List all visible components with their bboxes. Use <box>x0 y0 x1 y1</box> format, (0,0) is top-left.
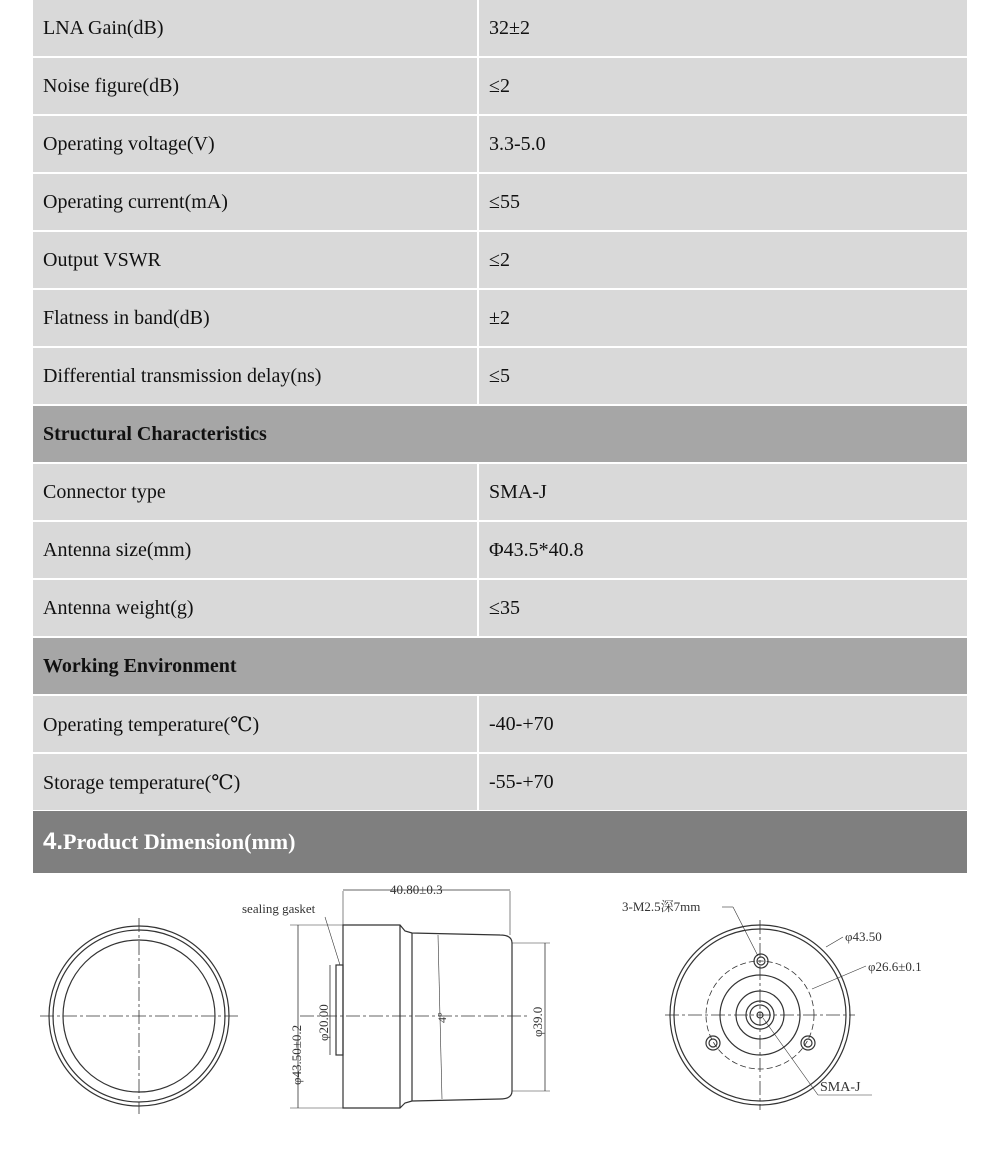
spec-row-operating-current <box>33 174 967 232</box>
spec-label: Antenna size(mm) <box>33 522 479 578</box>
spec-value: ±2 <box>489 306 510 329</box>
side-inner-diameter: φ20.00 <box>316 1004 331 1041</box>
side-label-gasket: sealing gasket <box>242 901 316 916</box>
spec-label: Output VSWR <box>33 232 479 288</box>
side-view <box>290 890 550 1108</box>
spec-value: ≤5 <box>489 364 510 387</box>
spec-row-lna-gain <box>33 0 967 58</box>
spec-value: SMA-J <box>489 480 547 503</box>
spec-label: Operating temperature(℃) <box>33 696 479 752</box>
side-right-diameter: φ39.0 <box>530 1006 545 1037</box>
spec-value: -55-+70 <box>489 770 554 793</box>
spec-value: -40-+70 <box>489 712 554 735</box>
bottom-inner-diameter: φ26.6±0.1 <box>868 959 922 974</box>
spec-value: ≤2 <box>489 248 510 271</box>
spec-row-noise-figure <box>33 58 967 116</box>
front-view <box>40 918 238 1114</box>
spec-row-storage-temperature <box>33 754 967 812</box>
spec-label: Operating current(mA) <box>33 174 479 230</box>
environment-heading-row <box>33 638 967 696</box>
product-dimension-heading <box>33 811 967 873</box>
side-length-dimension: 40.80±0.3 <box>390 882 443 897</box>
spec-value: Φ43.5*40.8 <box>489 538 584 561</box>
structural-heading-row <box>33 406 967 464</box>
bottom-connector-label: SMA-J <box>820 1080 861 1095</box>
bottom-outer-diameter: φ43.50 <box>845 929 882 944</box>
spec-value: ≤55 <box>489 190 520 213</box>
section-number: 4. <box>43 828 64 855</box>
spec-row-output-vswr <box>33 232 967 290</box>
spec-label: Operating voltage(V) <box>33 116 479 172</box>
spec-row-antenna-size <box>33 522 967 580</box>
environment-heading: Working Environment <box>43 654 237 677</box>
spec-value: 32±2 <box>489 16 530 39</box>
section-title: Product Dimension(mm) <box>63 829 296 854</box>
spec-label: Antenna weight(g) <box>33 580 479 636</box>
spec-row-antenna-weight <box>33 580 967 638</box>
dimension-drawing <box>0 873 1000 1162</box>
spec-label: Noise figure(dB) <box>33 58 479 114</box>
side-angle: 4° <box>435 1012 449 1023</box>
spec-label: Flatness in band(dB) <box>33 290 479 346</box>
spec-row-operating-voltage <box>33 116 967 174</box>
spec-label: Storage temperature(℃) <box>33 754 479 810</box>
spec-row-connector-type <box>33 464 967 522</box>
spec-label: Connector type <box>33 464 479 520</box>
structural-heading: Structural Characteristics <box>43 422 267 445</box>
spec-label: Differential transmission delay(ns) <box>33 348 479 404</box>
spec-row-flatness <box>33 290 967 348</box>
spec-table <box>33 0 967 812</box>
spec-value: ≤35 <box>489 596 520 619</box>
spec-row-delay <box>33 348 967 406</box>
bottom-screw-label: 3-M2.5深7mm <box>622 899 701 914</box>
side-outer-diameter: φ43.50±0.2 <box>289 1024 304 1085</box>
spec-label: LNA Gain(dB) <box>33 0 479 56</box>
spec-row-operating-temperature <box>33 696 967 754</box>
spec-value: 3.3-5.0 <box>489 132 546 155</box>
spec-value: ≤2 <box>489 74 510 97</box>
